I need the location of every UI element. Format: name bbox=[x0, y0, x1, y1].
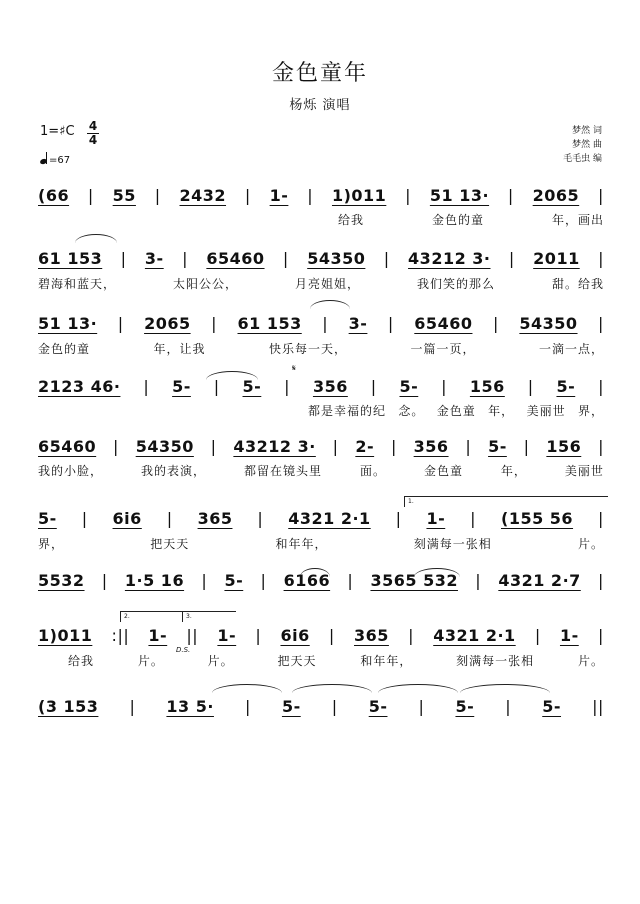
lyric-phrase: 界， bbox=[38, 537, 65, 551]
measure-notes: 3565 532 bbox=[370, 571, 458, 590]
lyric-phrase: 年，让我 bbox=[153, 342, 206, 356]
barline: | bbox=[523, 437, 530, 456]
barline: | bbox=[534, 626, 541, 645]
measure-notes: 156 bbox=[469, 377, 505, 396]
tempo-marking bbox=[40, 152, 70, 166]
barline: | bbox=[507, 186, 514, 205]
measure-notes: 5- bbox=[281, 697, 301, 716]
lyric-phrase: 碧海和蓝天， bbox=[38, 277, 117, 291]
measure-notes: 43212 3· bbox=[233, 437, 316, 456]
song-title: 金色童年 bbox=[271, 61, 368, 86]
barline: | bbox=[201, 571, 208, 590]
barline: | bbox=[527, 377, 534, 396]
lyric-phrase: 月亮姐姐， bbox=[294, 277, 360, 291]
lyricist-credit: 梦然 词 bbox=[572, 126, 602, 136]
barline: | bbox=[129, 697, 136, 716]
measure-notes: 5- bbox=[556, 377, 576, 396]
tie-mark bbox=[206, 371, 258, 380]
measure-notes: 61 153 bbox=[237, 314, 302, 333]
barline: | bbox=[284, 377, 291, 396]
measure-notes: 51 13· bbox=[38, 314, 98, 333]
lyric-phrase: 片。 bbox=[207, 654, 234, 668]
measure-notes: 5- bbox=[399, 377, 419, 396]
measure-notes: 2065 bbox=[144, 314, 191, 333]
lyric-phrase: 金色童 bbox=[436, 404, 476, 418]
barline: | bbox=[418, 697, 425, 716]
barline: | bbox=[120, 249, 127, 268]
lyric-phrase: 界， bbox=[577, 404, 604, 418]
measure-notes: 54350 bbox=[307, 249, 366, 268]
lyric-phrase: 太阳公公， bbox=[172, 277, 238, 291]
measure-notes: 5- bbox=[542, 697, 562, 716]
barline: | bbox=[112, 437, 119, 456]
lyric-phrase: 把天天 bbox=[150, 537, 190, 551]
tie-mark bbox=[75, 234, 117, 243]
tie-mark bbox=[378, 684, 458, 693]
lyric-phrase: 给我 bbox=[68, 654, 95, 668]
barline: | bbox=[441, 377, 448, 396]
first-ending-bracket: 1. bbox=[404, 496, 608, 507]
barline: | bbox=[322, 314, 329, 333]
barline: | bbox=[244, 186, 251, 205]
measure-notes: 65460 bbox=[414, 314, 473, 333]
barline: | bbox=[143, 377, 150, 396]
tempo-value: =67 bbox=[49, 155, 71, 166]
measure-notes: 5532 bbox=[38, 571, 85, 590]
barline: | bbox=[245, 697, 251, 716]
lyric-phrase: 我们笑的那么 bbox=[416, 277, 495, 291]
barline: | bbox=[81, 509, 88, 528]
measure-notes: 5- bbox=[172, 377, 191, 396]
measure-notes: 5- bbox=[242, 377, 262, 396]
lyric-phrase: 金色的童 bbox=[38, 342, 91, 356]
measure-notes: 43212 3· bbox=[408, 249, 491, 268]
barline: :|| bbox=[111, 626, 130, 645]
tie-mark bbox=[414, 568, 460, 577]
credits-block bbox=[563, 124, 602, 166]
tie-mark bbox=[460, 684, 550, 693]
measure-notes: 5- bbox=[368, 697, 388, 716]
measure-notes: 365 bbox=[354, 626, 389, 645]
notation-line bbox=[38, 697, 604, 716]
lyric-phrase: 我的表演， bbox=[140, 464, 206, 478]
lyric-phrase: 甜。给我 bbox=[551, 277, 604, 291]
measure-notes: 2123 46· bbox=[38, 377, 121, 396]
measure-notes: 1- bbox=[269, 186, 289, 205]
lyric-phrase: 刻满每一张相 bbox=[456, 654, 535, 668]
lyric-phrase: 面。 bbox=[359, 464, 386, 478]
barline: || bbox=[186, 626, 199, 645]
lyric-phrase: 都留在镜头里 bbox=[243, 464, 322, 478]
measure-notes: 2011 bbox=[533, 249, 580, 268]
measure-notes: 365 bbox=[197, 509, 233, 528]
lyric-phrase: 片。 bbox=[577, 537, 604, 551]
lyrics-line bbox=[38, 275, 604, 292]
measure-notes: 2432 bbox=[179, 186, 227, 205]
barline: | bbox=[307, 186, 314, 205]
barline: | bbox=[597, 626, 604, 645]
lyric-phrase: 美丽世 bbox=[564, 464, 604, 478]
barline: | bbox=[598, 186, 604, 205]
barline: | bbox=[260, 571, 267, 590]
lyric-phrase: 念。 bbox=[398, 404, 425, 418]
lyric-phrase: 年， bbox=[488, 404, 515, 418]
measure-notes: 356 bbox=[413, 437, 449, 456]
barline: | bbox=[210, 437, 217, 456]
lyric-phrase: 美丽世 bbox=[526, 404, 566, 418]
barline: | bbox=[213, 377, 220, 396]
tie-mark bbox=[212, 684, 282, 693]
key-signature: 1=♯C bbox=[40, 124, 75, 139]
measure-notes: 13 5· bbox=[166, 697, 214, 716]
measure-notes: 61 153 bbox=[38, 249, 103, 268]
second-ending-bracket: 2. bbox=[120, 611, 182, 622]
barline: | bbox=[101, 571, 108, 590]
lyrics-line bbox=[38, 402, 604, 419]
barline: | bbox=[331, 697, 338, 716]
measure-notes: 3- bbox=[144, 249, 164, 268]
notation-line bbox=[38, 626, 604, 645]
measure-notes: 356 bbox=[312, 377, 348, 396]
lyric-phrase: 年， bbox=[500, 464, 527, 478]
barline: | bbox=[492, 314, 499, 333]
measure-notes: 1- bbox=[426, 509, 446, 528]
notation-line bbox=[38, 509, 604, 528]
lyric-phrase: 刻满每一张相 bbox=[413, 537, 492, 551]
lyrics-line bbox=[38, 462, 604, 479]
measure-notes: 2065 bbox=[532, 186, 580, 205]
time-signature-bottom: 4 bbox=[88, 133, 98, 147]
lyric-phrase: 片。 bbox=[137, 654, 164, 668]
barline: | bbox=[117, 314, 124, 333]
lyric-phrase: 和年年， bbox=[275, 537, 328, 551]
barline: | bbox=[508, 249, 515, 268]
measure-notes: 54350 bbox=[135, 437, 194, 456]
barline: | bbox=[282, 249, 289, 268]
lyric-phrase: 都是幸福的纪 bbox=[308, 404, 387, 418]
measure-notes: 1- bbox=[217, 626, 237, 645]
lyric-phrase: 金色的童 bbox=[431, 213, 484, 227]
measure-notes: 55 bbox=[112, 186, 136, 205]
barline: || bbox=[592, 697, 604, 716]
measure-notes: 4321 2·7 bbox=[498, 571, 581, 590]
lyric-phrase: 一滴一点， bbox=[538, 342, 604, 356]
lyric-phrase: 把天天 bbox=[277, 654, 317, 668]
barline: | bbox=[332, 437, 339, 456]
measure-notes: (66 bbox=[38, 186, 70, 205]
measure-notes: 65460 bbox=[38, 437, 97, 456]
barline: | bbox=[598, 437, 604, 456]
notation-line bbox=[38, 314, 604, 333]
measure-notes: 1·5 16 bbox=[124, 571, 185, 590]
barline: | bbox=[387, 314, 394, 333]
lyrics-line bbox=[38, 211, 604, 228]
measure-notes: 156 bbox=[546, 437, 582, 456]
measure-notes: 6i6 bbox=[280, 626, 310, 645]
measure-notes: 5- bbox=[488, 437, 507, 456]
segno-sign: 𝄋 bbox=[292, 364, 296, 374]
measure-notes: 51 13· bbox=[429, 186, 490, 205]
measure-notes: 5- bbox=[224, 571, 244, 590]
lyric-phrase: 快乐每一天， bbox=[268, 342, 347, 356]
barline: | bbox=[257, 509, 264, 528]
barline: | bbox=[383, 249, 390, 268]
notation-line bbox=[38, 377, 604, 396]
lyric-phrase: 给我 bbox=[338, 213, 365, 227]
third-ending-bracket: 3. bbox=[182, 611, 236, 622]
tie-mark bbox=[300, 568, 330, 577]
measure-notes: 1- bbox=[559, 626, 579, 645]
barline: | bbox=[505, 697, 512, 716]
time-signature bbox=[86, 120, 100, 147]
barline: | bbox=[395, 509, 402, 528]
barline: | bbox=[328, 626, 335, 645]
measure-notes: 65460 bbox=[206, 249, 265, 268]
measure-notes: 5- bbox=[38, 509, 57, 528]
tie-mark bbox=[310, 300, 350, 309]
measure-notes: 54350 bbox=[519, 314, 578, 333]
lyric-phrase: 金色童 bbox=[423, 464, 463, 478]
measure-notes: 1)011 bbox=[331, 186, 387, 205]
measure-notes: 1- bbox=[148, 626, 168, 645]
barline: | bbox=[408, 626, 415, 645]
barline: | bbox=[405, 186, 412, 205]
measure-notes: 4321 2·1 bbox=[288, 509, 371, 528]
barline: | bbox=[597, 509, 604, 528]
barline: | bbox=[465, 437, 472, 456]
lyric-phrase: 年，画出 bbox=[551, 213, 604, 227]
barline: | bbox=[390, 437, 397, 456]
measure-notes: 4321 2·1 bbox=[433, 626, 516, 645]
barline: | bbox=[182, 249, 188, 268]
measure-notes: 6i6 bbox=[112, 509, 142, 528]
lyric-phrase: 一篇一页， bbox=[410, 342, 476, 356]
measure-notes: 6166 bbox=[283, 571, 331, 590]
barline: | bbox=[255, 626, 262, 645]
tie-mark bbox=[292, 684, 372, 693]
barline: | bbox=[475, 571, 482, 590]
measure-notes: 3- bbox=[348, 314, 368, 333]
barline: | bbox=[598, 314, 604, 333]
barline: | bbox=[87, 186, 94, 205]
barline: | bbox=[598, 249, 604, 268]
lyric-phrase: 我的小脸， bbox=[38, 464, 104, 478]
barline: | bbox=[598, 571, 604, 590]
lyric-phrase: 和年年， bbox=[360, 654, 413, 668]
singer-credit: 杨烁 演唱 bbox=[289, 98, 351, 113]
arranger-credit: 毛毛虫 编 bbox=[563, 154, 602, 164]
lyrics-line bbox=[38, 535, 604, 552]
barline: | bbox=[598, 377, 604, 396]
barline: | bbox=[370, 377, 377, 396]
lyric-phrase: 片。 bbox=[577, 654, 604, 668]
measure-notes: 5- bbox=[455, 697, 475, 716]
barline: | bbox=[166, 509, 173, 528]
dal-segno-mark: D.S. bbox=[176, 646, 191, 654]
measure-notes: 2- bbox=[355, 437, 375, 456]
barline: | bbox=[470, 509, 477, 528]
notation-line bbox=[38, 249, 604, 268]
measure-notes: (3 153 bbox=[38, 697, 99, 716]
time-signature-top: 4 bbox=[88, 119, 98, 133]
measure-notes: 1)011 bbox=[38, 626, 93, 645]
composer-credit: 梦然 曲 bbox=[572, 140, 602, 150]
lyrics-line bbox=[38, 340, 604, 357]
notation-line bbox=[38, 437, 604, 456]
lyrics-line bbox=[38, 652, 604, 669]
barline: | bbox=[154, 186, 161, 205]
barline: | bbox=[211, 314, 217, 333]
notation-line bbox=[38, 186, 604, 205]
measure-notes: (155 56 bbox=[501, 509, 574, 528]
barline: | bbox=[347, 571, 354, 590]
